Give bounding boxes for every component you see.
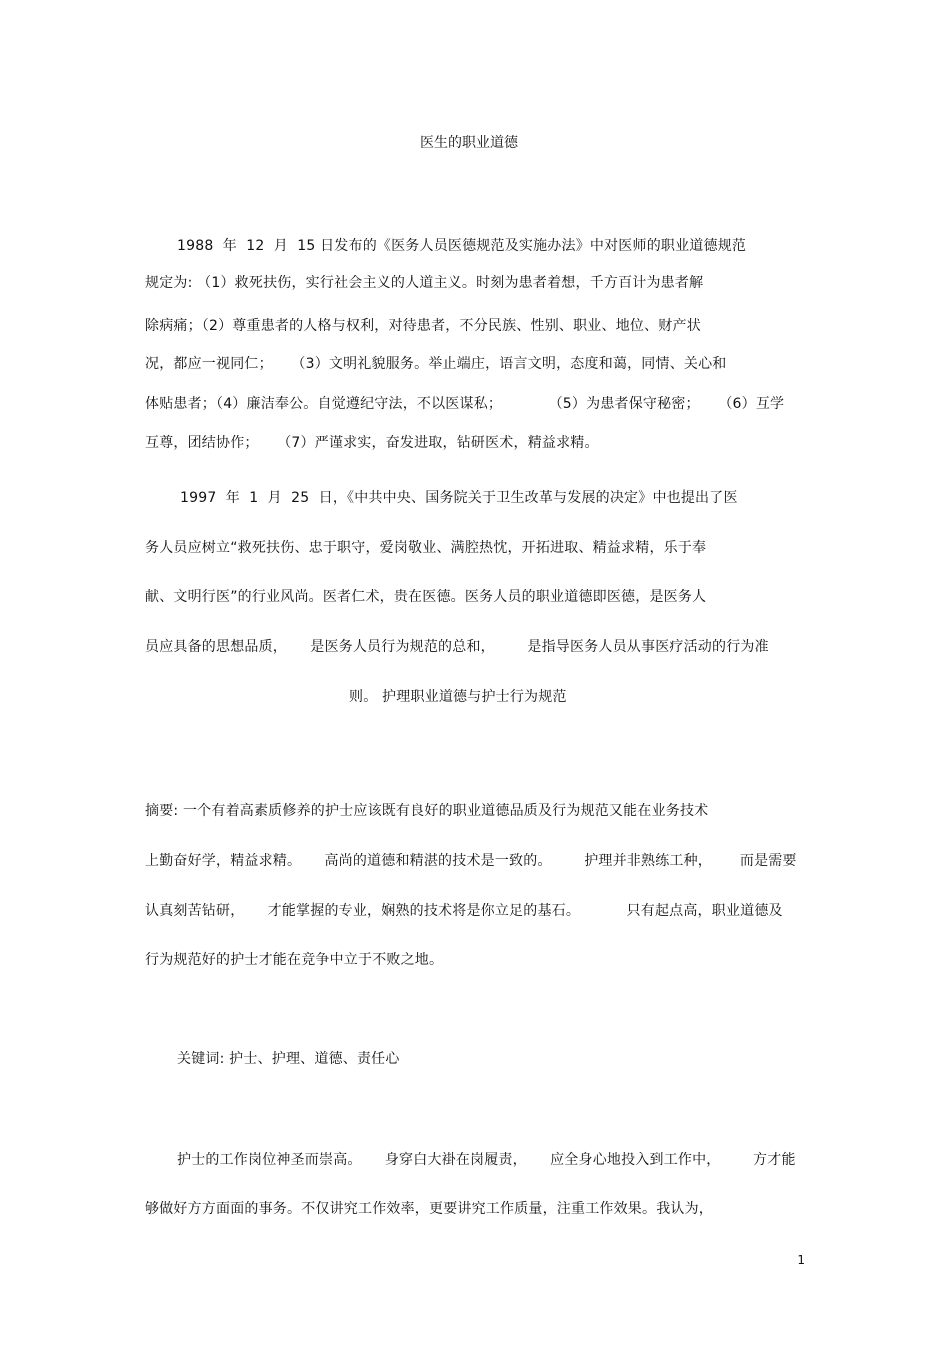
- abstract-line: 上勤奋好学，精益求精。 高尚的道德和精湛的技术是一致的。 护理并非熟练工种， 而是需要: [145, 853, 797, 869]
- paragraph-line: 1997 年 1 月 25 日，《中共中央、国务院关于卫生改革与发展的决定》中也提出了医: [180, 490, 738, 506]
- paragraph-line: 1988 年 12 月 15 日发布的《医务人员医德规范及实施办法》中对医师的职业道德规范: [177, 238, 747, 254]
- paragraph-line: 献、文明行医”的行业风尚。医者仁术，贵在医德。医务人员的职业道德即医德，是医务人: [145, 589, 707, 605]
- paragraph-line: 况，都应一视同仁； （3）文明礼貌服务。举止端庄，语言文明，态度和蔼，同情、关心和: [145, 356, 727, 372]
- paragraph-line: 体贴患者；（4）廉洁奉公。自觉遵纪守法，不以医谋私； （5）为患者保守秘密； （6）互学: [145, 396, 785, 412]
- paragraph-line: 员应具备的思想品质， 是医务人员行为规范的总和， 是指导医务人员从事医疗活动的行为准: [145, 639, 769, 655]
- paragraph-end-heading: 则。 护理职业道德与护士行为规范: [349, 689, 567, 705]
- paragraph-line: 互尊，团结协作； （7）严谨求实，奋发进取，钻研医术，精益求精。: [145, 435, 599, 451]
- paragraph-line: 护士的工作岗位神圣而崇高。 身穿白大褂在岗履责， 应全身心地投入到工作中， 方才能: [177, 1152, 796, 1168]
- page-number: 1: [797, 1253, 805, 1267]
- paragraph-line: 务人员应树立“救死扶伤、忠于职守，爱岗敬业、满腔热忱，开拓进取、精益求精，乐于奉: [145, 540, 707, 556]
- keywords-line: 关键词: 护士、护理、道德、责任心: [177, 1051, 400, 1067]
- paragraph-line: 够做好方方面面的事务。不仅讲究工作效率，更要讲究工作质量，注重工作效果。我认为，: [145, 1201, 713, 1217]
- abstract-line: 行为规范好的护士才能在竞争中立于不败之地。: [145, 952, 444, 968]
- document-title: 医生的职业道德: [420, 135, 518, 151]
- abstract-line: 摘要: 一个有着高素质修养的护士应该既有良好的职业道德品质及行为规范又能在业务技术: [145, 803, 709, 819]
- paragraph-line: 除病痛；（2）尊重患者的人格与权利，对待患者，不分民族、性别、职业、地位、财产状: [145, 318, 701, 334]
- paragraph-line: 规定为: （1）救死扶伤，实行社会主义的人道主义。时刻为患者着想，千方百计为患者解: [145, 275, 704, 291]
- abstract-line: 认真刻苦钻研， 才能掌握的专业，娴熟的技术将是你立足的基石。 只有起点高，职业道德及: [145, 903, 783, 919]
